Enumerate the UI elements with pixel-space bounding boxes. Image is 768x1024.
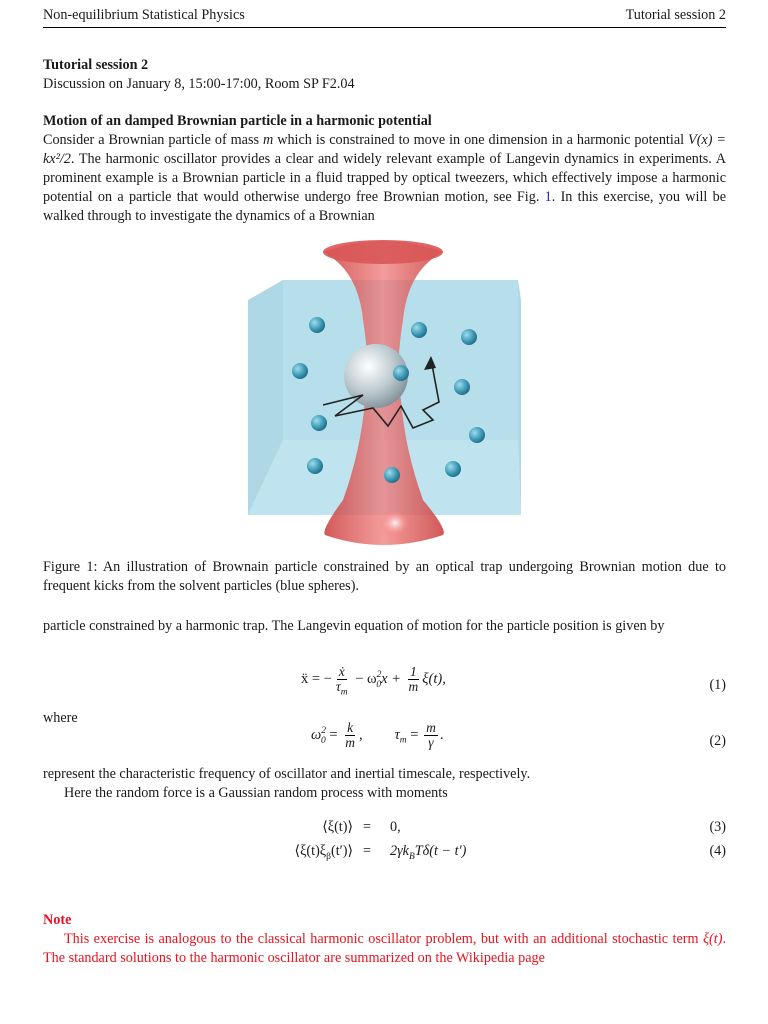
paragraph-2	[43, 617, 726, 636]
paragraph-4: Here the random force is a Gaussian random process with moments	[64, 785, 448, 801]
solvent-particle	[461, 329, 477, 345]
solvent-particle	[411, 322, 427, 338]
equation-3-number: (3)	[709, 819, 726, 835]
equation-2: $\omega^2_0$ = $\frac{k}{m}$ , $\tau_m$ = $\frac{m}{\gamma}$ . (2)	[311, 720, 726, 750]
intro-potential: V(x) = kx²/2	[43, 132, 726, 167]
header-right: Tutorial session 2	[625, 7, 726, 23]
note-text: This exercise is analogous to the classical harmonic oscillator problem, but with an additional stochastic term ξ(t). The standard solutions to the harmonic oscillator are summarized on the Wikipedia page	[43, 931, 726, 966]
solvent-particle	[445, 461, 461, 477]
solvent-particle	[469, 427, 485, 443]
beam-glow	[379, 509, 411, 537]
solvent-particle	[309, 317, 325, 333]
equation-4: $⟨\xi(t)\xi_\beta(t')⟩$ = $2\gamma k_BT\delta(t - t')$ (4)	[294, 843, 726, 862]
intro-mass: m	[262, 132, 274, 148]
solvent-particle	[393, 365, 409, 381]
figure-ref-link[interactable]: 1	[544, 189, 552, 205]
intro-text-a: Consider a Brownian particle of mass	[43, 132, 263, 148]
beam-top	[323, 240, 443, 264]
header-left: Non-equilibrium Statistical Physics	[43, 7, 245, 23]
note-title: Note	[43, 912, 72, 928]
solvent-particle	[292, 363, 308, 379]
figure-caption	[43, 558, 726, 596]
paragraph-3: represent the characteristic frequency of oscillator and inertial timescale, respectively.	[43, 766, 531, 782]
intro-text-d: . In this exercise, you will be walked through to investigate the dynamics of a Brownian	[43, 189, 726, 224]
equation-1: ẍ = − $\frac{\text{ẋ}}{\tau_m}$ − $\omega^2_0x$ + $\frac{1}{m}$ ξ(t), (1)	[301, 664, 726, 698]
equation-4-number: (4)	[709, 843, 726, 859]
intro-paragraph	[43, 131, 726, 226]
intro-text-b: which is constrained to move in one dimension in a harmonic potential	[273, 132, 689, 148]
intro-text-c: . The harmonic oscillator provides a clear and widely relevant example of Langevin dynamics in experiments. A prominent example is a Brownian particle in a fluid trapped by optical tweezers, which effectively impose a harmonic potential on a particle that would otherwise undergo free Brownian motion, see Fig.	[43, 151, 726, 205]
header-rule	[43, 27, 726, 28]
solvent-particle	[307, 458, 323, 474]
solvent-particle	[384, 467, 400, 483]
where-text: where	[43, 710, 78, 726]
brownian-figure	[243, 230, 527, 552]
session-title: Tutorial session 2	[43, 57, 149, 73]
equation-3: ⟨ξ(t)⟩ = 0, (3)	[322, 819, 726, 835]
figure-caption-text: Figure 1: An illustration of Brownain particle constrained by an optical trap undergoing Brownian motion due to frequent kicks from the solvent particles (blue spheres).	[43, 559, 726, 594]
section-title: Motion of an damped Brownian particle in a harmonic potential	[43, 113, 432, 129]
equation-2-number: (2)	[709, 733, 726, 749]
session-subtitle: Discussion on January 8, 15:00-17:00, Room SP F2.04	[43, 76, 355, 92]
solvent-particle	[311, 415, 327, 431]
running-header	[43, 6, 726, 25]
equation-1-number: (1)	[709, 677, 726, 693]
paragraph-2-text: particle constrained by a harmonic trap. The Langevin equation of motion for the particle position is given by	[43, 618, 665, 634]
solvent-particle	[454, 379, 470, 395]
